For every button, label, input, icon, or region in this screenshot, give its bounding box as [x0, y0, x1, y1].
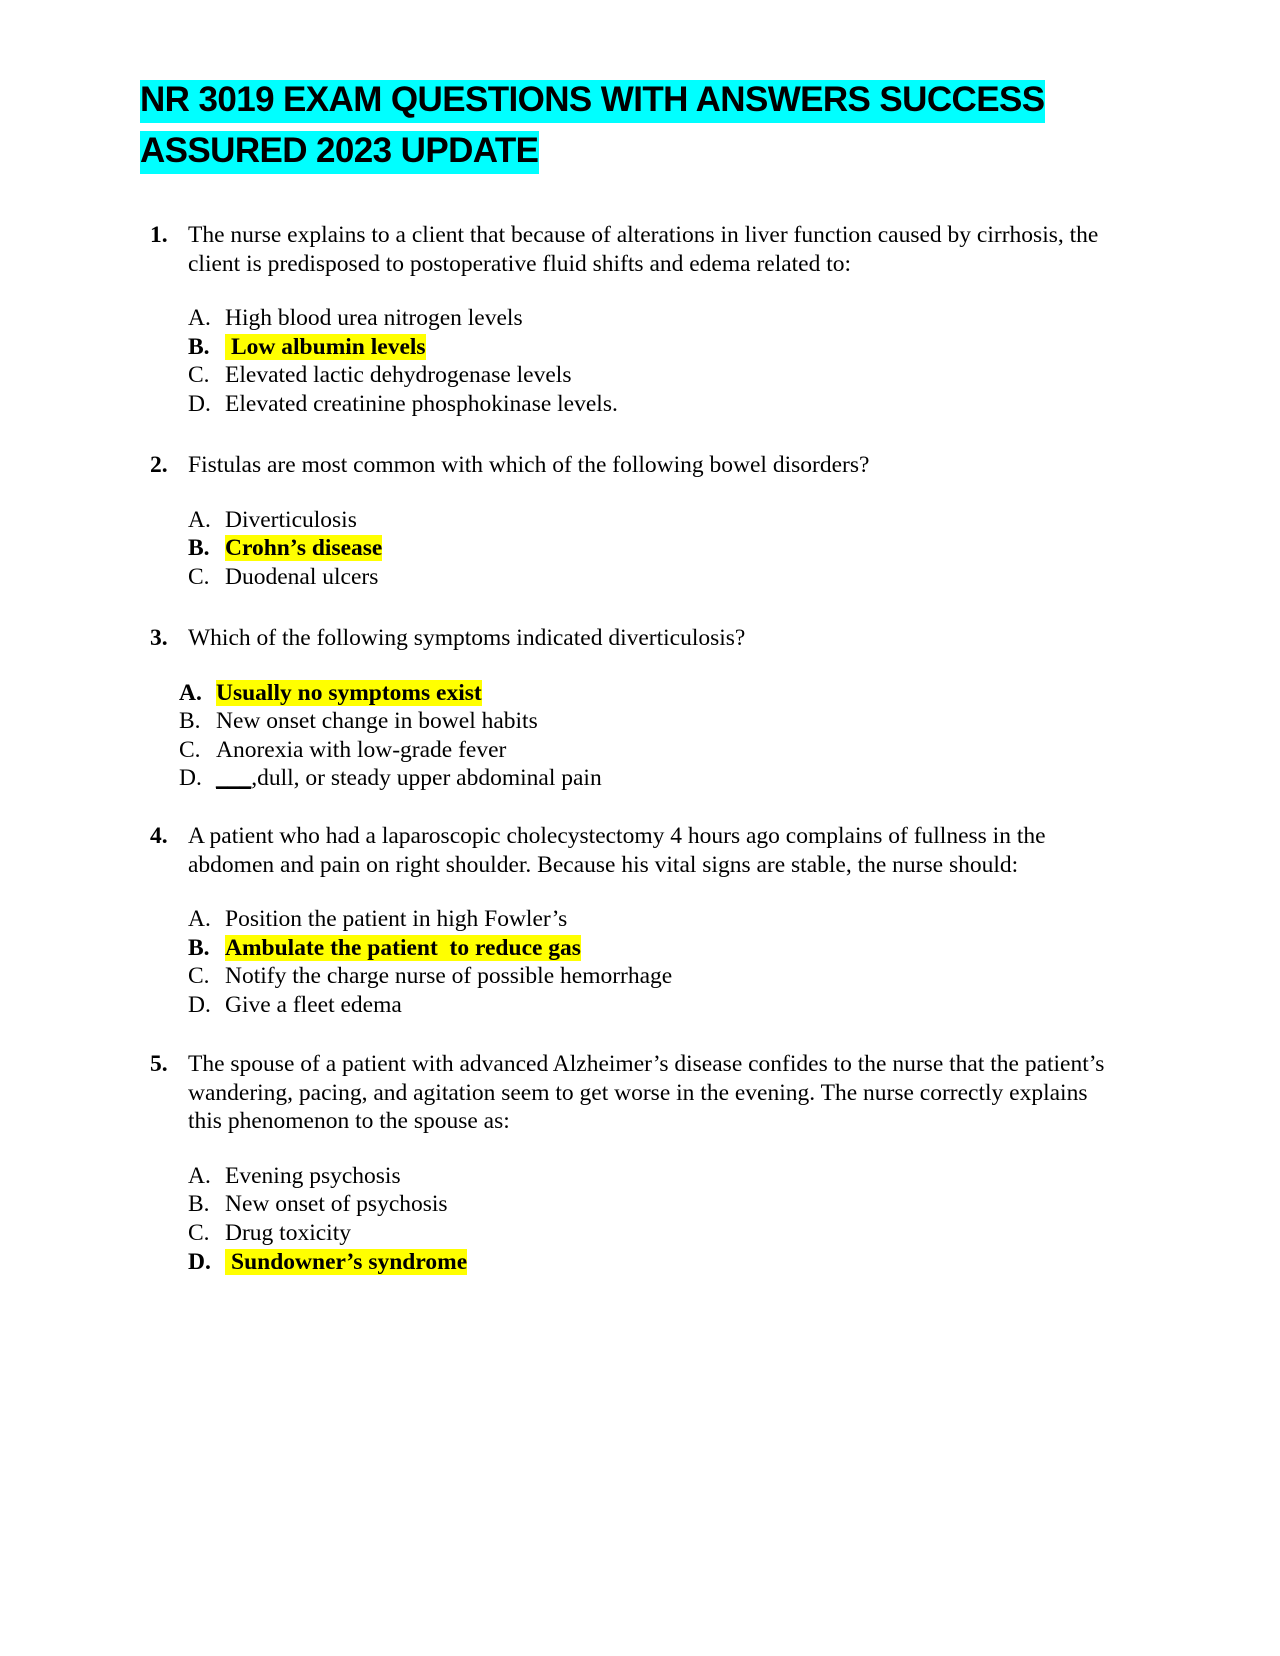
option-b-correct: [188, 934, 1150, 963]
option-text: Duodenal ulcers: [225, 563, 379, 590]
answer-options: [188, 506, 1150, 592]
option-letter: D.: [188, 390, 211, 417]
option-text: New onset change in bowel habits: [216, 708, 538, 735]
question-number: 2.: [150, 452, 168, 478]
option-letter: C.: [188, 1219, 210, 1246]
option-a: [188, 905, 1150, 934]
correct-answer-highlight: Ambulate the patient to reduce gas: [225, 934, 581, 961]
title-line-2: ASSURED 2023 UPDATE: [140, 131, 539, 174]
option-text: ,dull, or steady upper abdominal pain: [251, 765, 602, 792]
question-text: A patient who had a laparoscopic cholecystectomy 4 hours ago complains of fullness in the abdomen and pain on right shoulder. Because his vital signs are stable, the nurse should:: [188, 823, 1046, 878]
correct-answer-highlight: Crohn’s disease: [225, 535, 383, 562]
question-text: Which of the following symptoms indicated diverticulosis?: [188, 625, 746, 651]
option-text: High blood urea nitrogen levels: [225, 305, 523, 332]
option-a: [188, 1162, 1150, 1191]
option-text: Anorexia with low-grade fever: [216, 736, 507, 763]
question-2: [150, 451, 1150, 591]
option-d: [179, 764, 1150, 793]
option-letter: B.: [188, 333, 210, 360]
option-a: [188, 304, 1150, 333]
option-text: Position the patient in high Fowler’s: [225, 906, 568, 933]
correct-answer-highlight: Sundowner’s syndrome: [225, 1249, 467, 1275]
option-b: [179, 707, 1150, 736]
option-d: [188, 390, 1150, 419]
option-letter: B.: [188, 934, 210, 961]
option-letter: A.: [188, 506, 211, 533]
option-d: [188, 991, 1150, 1020]
option-text: Evening psychosis: [225, 1162, 401, 1189]
question-3: [150, 624, 1150, 793]
page-title: [140, 74, 1140, 176]
option-text: Drug toxicity: [225, 1219, 351, 1246]
question-number: 4.: [150, 823, 168, 849]
option-text: New onset of psychosis: [225, 1191, 448, 1218]
option-text: Elevated creatinine phosphokinase levels.: [225, 390, 618, 417]
option-b-correct: [188, 333, 1150, 362]
option-c: [188, 361, 1150, 390]
answer-options: [188, 304, 1150, 418]
question-text: Fistulas are most common with which of the following bowel disorders?: [188, 452, 870, 478]
question-4: [150, 822, 1150, 1020]
question-number: 5.: [150, 1051, 168, 1077]
option-letter: D.: [179, 765, 202, 792]
option-a-correct: [179, 679, 1150, 708]
option-letter: A.: [188, 906, 211, 933]
option-letter: A.: [179, 679, 202, 706]
option-letter: B.: [188, 535, 210, 562]
option-letter: A.: [188, 1162, 211, 1189]
option-letter: C.: [188, 963, 210, 990]
question-5: [150, 1050, 1150, 1276]
option-text: Elevated lactic dehydrogenase levels: [225, 362, 572, 389]
option-c: [179, 736, 1150, 765]
option-letter: B.: [188, 1191, 210, 1218]
fill-in-blank: ___: [216, 765, 252, 792]
question-number: 1.: [150, 222, 168, 248]
answer-options: [179, 679, 1150, 793]
option-letter: C.: [188, 563, 210, 590]
correct-answer-highlight: Low albumin levels: [225, 334, 426, 360]
option-letter: B.: [179, 708, 201, 735]
option-letter: A.: [188, 305, 211, 332]
option-a: [188, 506, 1150, 535]
option-b-correct: [188, 534, 1150, 563]
option-letter: D.: [188, 1248, 211, 1275]
option-text: Notify the charge nurse of possible hemorrhage: [225, 963, 673, 990]
option-b: [188, 1190, 1150, 1219]
option-c: [188, 563, 1150, 592]
option-c: [188, 962, 1150, 991]
question-number: 3.: [150, 625, 168, 651]
question-text: The spouse of a patient with advanced Alzheimer’s disease confides to the nurse that the patient’s wandering, pacing, and agitation seem to get worse in the evening. The nurse correctly explains this phenomenon to the spouse as:: [188, 1051, 1105, 1135]
option-letter: C.: [188, 362, 210, 389]
answer-options: [188, 905, 1150, 1019]
option-letter: C.: [179, 736, 201, 763]
option-d-correct: [188, 1248, 1150, 1277]
answer-options: [188, 1162, 1150, 1276]
title-line-1: NR 3019 EXAM QUESTIONS WITH ANSWERS SUCCESS: [140, 80, 1045, 123]
question-1: [150, 221, 1150, 419]
correct-answer-highlight: Usually no symptoms exist: [216, 679, 482, 706]
option-text: Give a fleet edema: [225, 991, 402, 1018]
question-text: The nurse explains to a client that because of alterations in liver function caused by cirrhosis, the client is predisposed to postoperative fluid shifts and edema related to:: [188, 222, 1099, 277]
option-text: Diverticulosis: [225, 506, 357, 533]
option-letter: D.: [188, 991, 211, 1018]
option-c: [188, 1219, 1150, 1248]
